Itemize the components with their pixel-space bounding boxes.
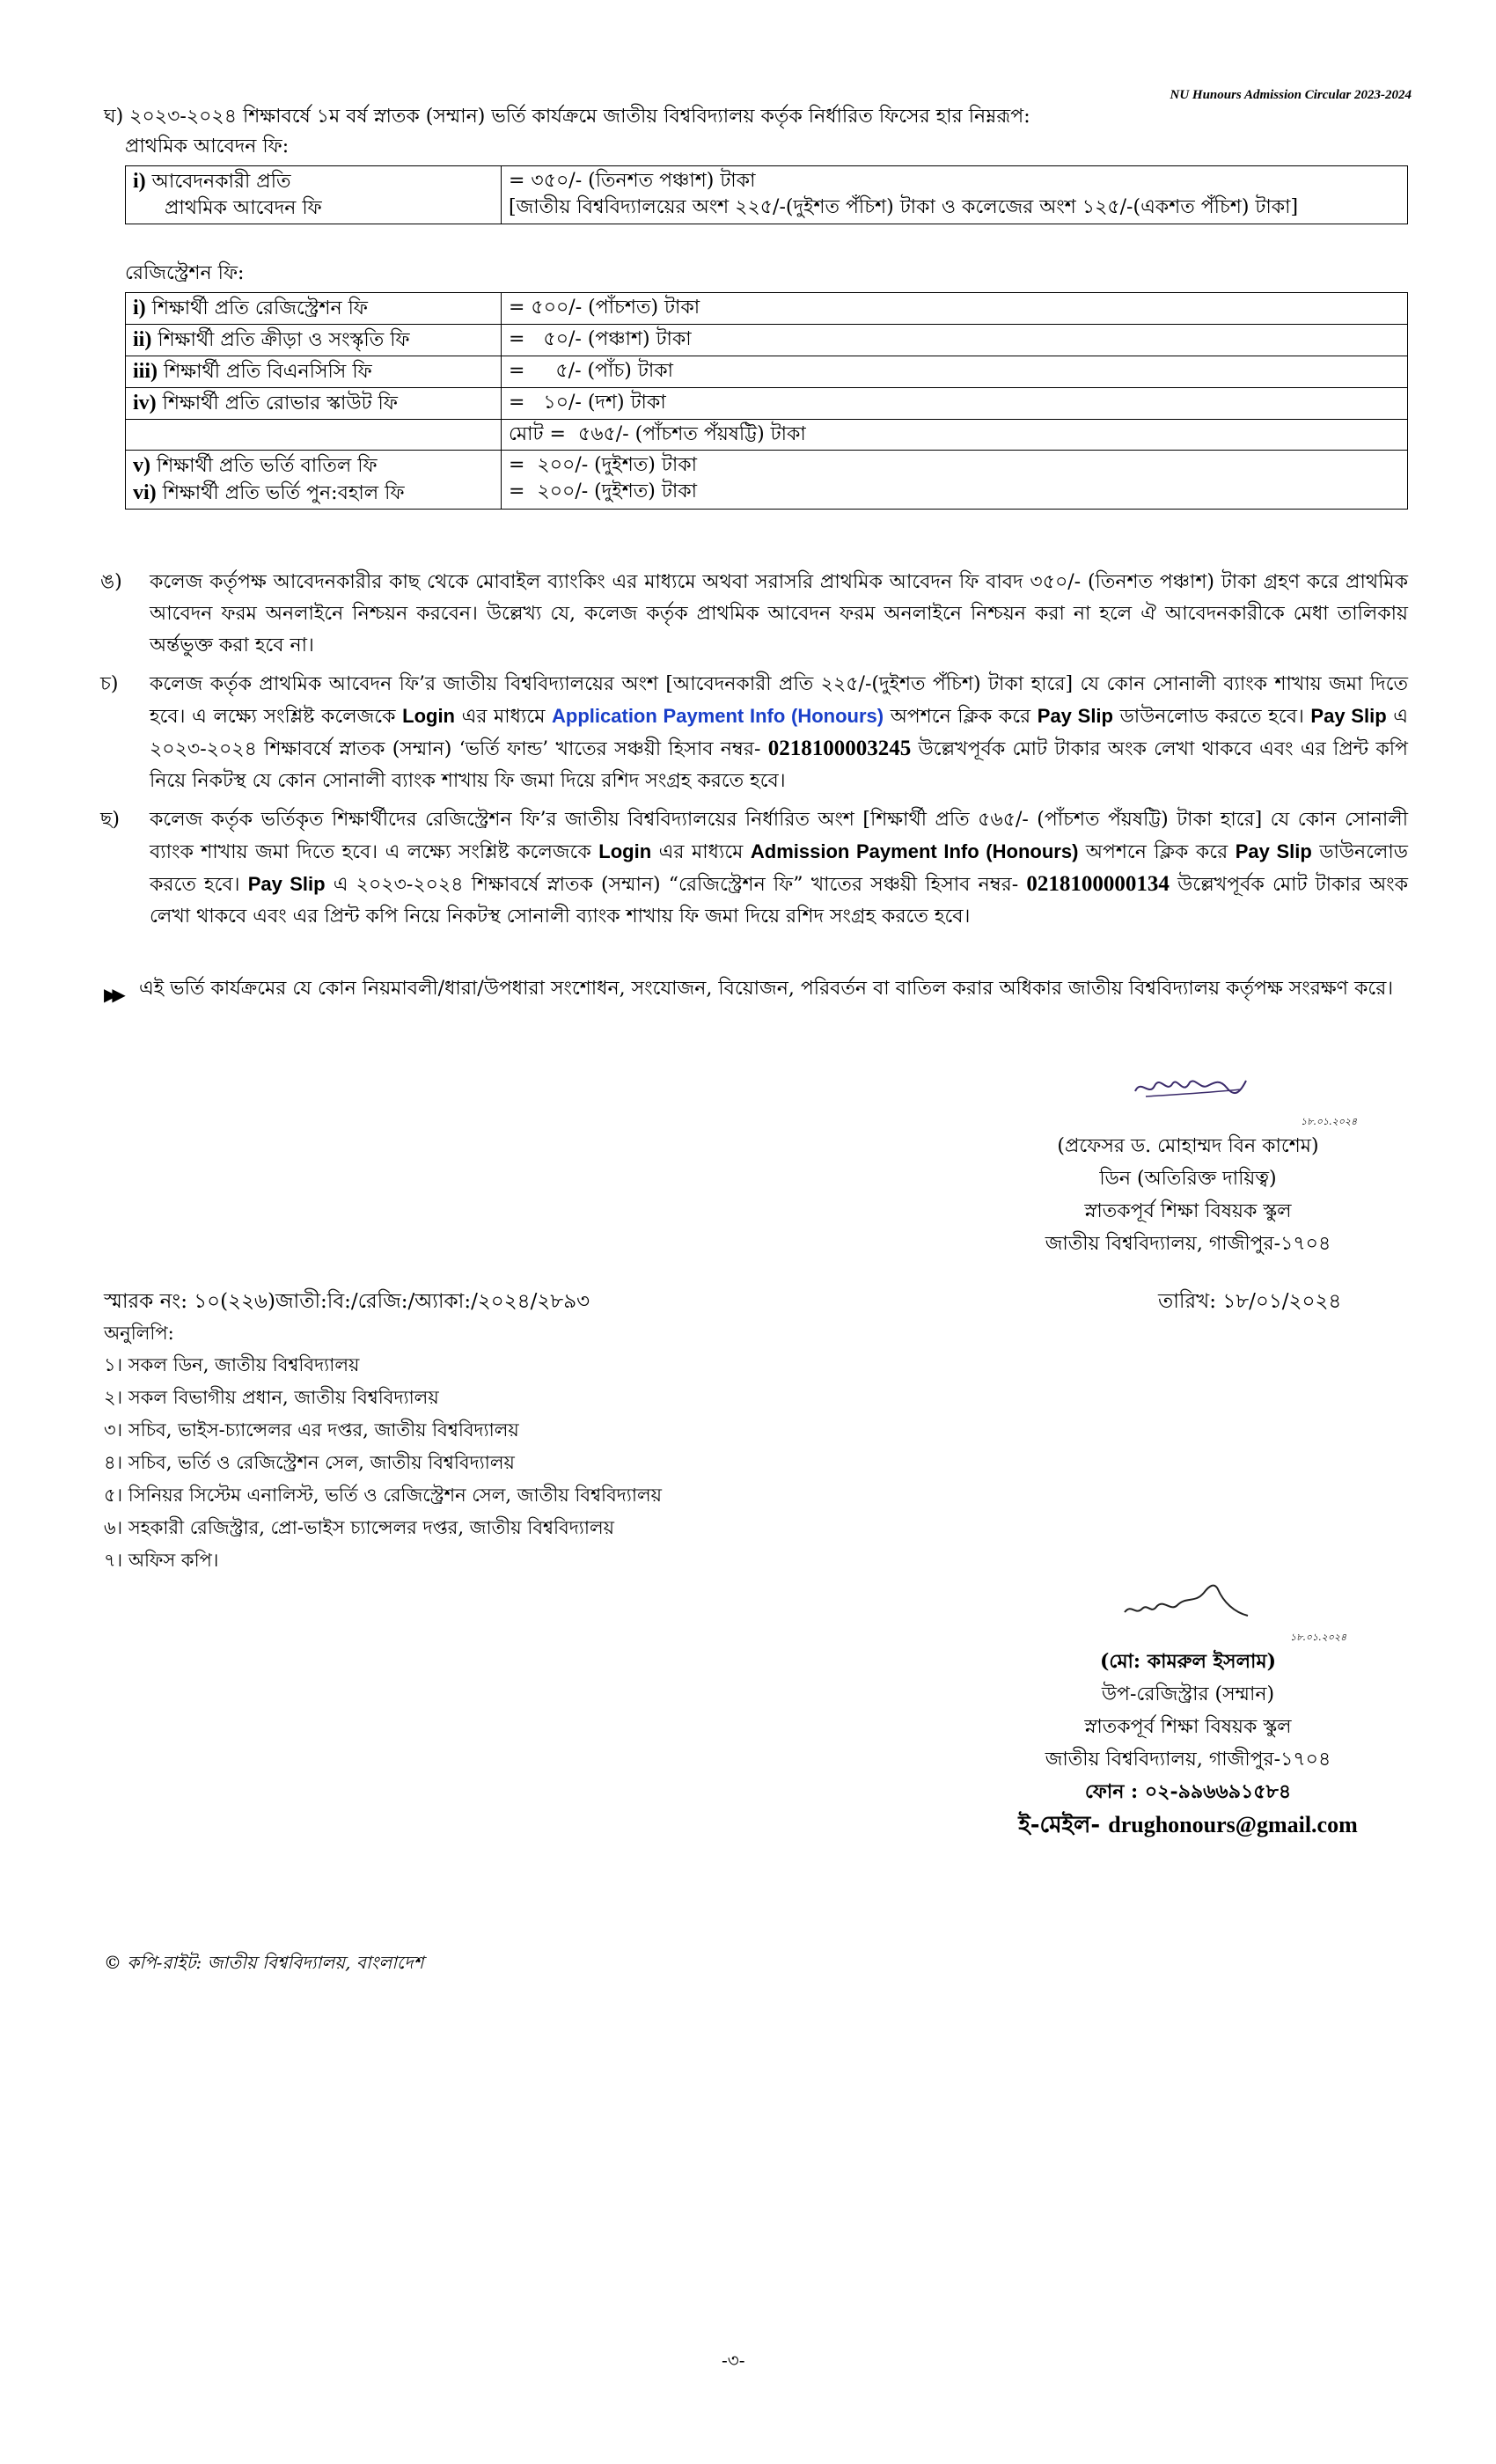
signatory-registrar-email-line: ই-মেইল- drughonours@gmail.com <box>1018 1812 1358 1838</box>
primary-fee-desc: i) আবেদনকারী প্রতি প্রাথমিক আবেদন ফি <box>126 166 502 224</box>
signatory-registrar-title: উপ-রেজিস্ট্রার (সম্মান) <box>1101 1683 1275 1705</box>
list-item: ৫। সিনিয়র সিস্টেম এনালিস্ট, ভর্তি ও রেজিস্ট্রেশন সেল, জাতীয় বিশ্ববিদ্যালয় <box>104 1485 662 1506</box>
paragraph-rights-reserved: এই ভর্তি কার্যক্রমের যে কোন নিয়মাবলী/ধারা/উপধারা সংশোধন, সংযোজন, বিয়োজন, পরিবর্তন বা বাতিল করার অধিকার জাতীয় বিশ্ববিদ্যালয় কর্তৃপক্ষ সংরক্ষণ করে। <box>139 978 1394 1000</box>
signatory-dean-block <box>1003 1130 1373 1260</box>
admission-payment-link[interactable]: Admission Payment Info (Honours) <box>750 840 1079 862</box>
copyright-notice: © কপি-রাইট: জাতীয় বিশ্ববিদ্যালয়, বাংলাদেশ <box>104 1952 424 1973</box>
signatory-dean-org: জাতীয় বিশ্ববিদ্যালয়, গাজীপুর-১৭০৪ <box>1045 1233 1331 1255</box>
signatory-registrar-name: (মো: কামরুল ইসলাম) <box>1099 1650 1276 1673</box>
signatory-registrar-org: জাতীয় বিশ্ববিদ্যালয়, গাজীপুর-১৭০৪ <box>1045 1749 1331 1771</box>
signature-dean-date: ১৮.০১.২০২৪ <box>1301 1116 1358 1127</box>
table-row: iii) শিক্ষার্থী প্রতি বিএনসিসি ফি = ৫/- (পাঁচ) টাকা <box>126 356 1408 388</box>
copies-heading: অনুলিপি: <box>104 1323 174 1344</box>
table-row <box>126 420 1408 451</box>
list-item: ২। সকল বিভাগীয় প্রধান, জাতীয় বিশ্ববিদ্যালয় <box>104 1387 439 1408</box>
admission-fund-account: 0218100003245 <box>767 737 912 760</box>
paragraph-registration-payment: ছ) কলেজ কর্তৃক ভর্তিকৃত শিক্ষার্থীদের রেজিস্ট্রেশন ফি’র জাতীয় বিশ্ববিদ্যালয়ের নির্ধারিত অংশ [শিক্ষার্থী প্রতি ৫৬৫/- (পাঁচশত পঁয়ষট্টি) টাকা হারে] যে কোন সোনালী ব্যাংক শাখায় জমা দিতে হবে। এ লক্ষ্যে সংশ্লিষ্ট কলেজকে Login এর মাধ্যমে Admission Payment Info (Honours) অপশনে ক্লিক করে Pay Slip ডাউনলোড করতে হবে। Pay Slip এ ২০২৩-২০২৪ শিক্ষাবর্ষে স্নাতক (সম্মান) “রেজিস্ট্রেশন ফি” খাতের সঞ্চয়ী হিসাব নম্বর- 0218100000134 উল্লেখপূর্বক মোট টাকার অংক লেখা থাকবে এবং এর প্রিন্ট কপি নিয়ে নিকটস্থ সোনালী ব্যাংক শাখায় ফি জমা দিয়ে রশিদ সংগ্রহ করতে হবে। <box>100 809 1409 928</box>
memo-number: স্মারক নং: ১০(২২৬)জাতী:বি:/রেজি:/অ্যাকা:/২০২৪/২৮৯৩ <box>104 1290 590 1313</box>
signatory-registrar-phone: ফোন : ০২-৯৯৬৬৯১৫৮৪ <box>1084 1780 1292 1803</box>
registration-fee-account: 0218100000134 <box>1026 872 1170 896</box>
application-payment-link[interactable]: Application Payment Info (Honours) <box>552 705 884 727</box>
registration-fee-label: রেজিস্ট্রেশন ফি: <box>125 262 245 284</box>
table-row: ii) শিক্ষার্থী প্রতি ক্রীড়া ও সংস্কৃতি ফি = ৫০/- (পঞ্চাশ) টাকা <box>126 325 1408 356</box>
double-arrow-icon: ▶▶ <box>104 984 121 1005</box>
fee-section-intro: ঘ) ২০২৩-২০২৪ শিক্ষাবর্ষে ১ম বর্ষ স্নাতক (সম্মান) ভর্তি কার্যক্রমে জাতীয় বিশ্ববিদ্যালয় কর্তৃক নির্ধারিত ফিসের হার নিম্নরূপ: <box>104 106 1030 128</box>
memo-date: তারিখ: ১৮/০১/২০২৪ <box>1158 1290 1342 1313</box>
list-item: ৩। সচিব, ভাইস-চ্যান্সেলর এর দপ্তর, জাতীয় বিশ্ববিদ্যালয় <box>104 1419 519 1441</box>
signatory-dean-title: ডিন (অতিরিক্ত দায়িত্ব) <box>1099 1168 1277 1190</box>
email-address[interactable]: drughonours@gmail.com <box>1108 1812 1358 1837</box>
page-number: -৩- <box>722 2350 745 2371</box>
signatory-registrar-block <box>994 1646 1382 1842</box>
registration-total: মোট = ৫৬৫/- (পাঁচশত পঁয়ষট্টি) টাকা <box>509 423 806 445</box>
signatory-dean-name: (প্রফেসর ড. মোহাম্মদ বিন কাশেম) <box>1057 1135 1319 1157</box>
signature-registrar-image <box>1119 1577 1251 1630</box>
list-item: ৪। সচিব, ভর্তি ও রেজিস্ট্রেশন সেল, জাতীয় বিশ্ববিদ্যালয় <box>104 1452 515 1473</box>
primary-fee-amount: = ৩৫০/- (তিনশত পঞ্চাশ) টাকা [জাতীয় বিশ্ববিদ্যালয়ের অংশ ২২৫/-(দুইশত পঁচিশ) টাকা ও কলেজের অংশ ১২৫/-(একশত পঁচিশ) টাকা] <box>502 166 1408 224</box>
circular-title: NU Hunours Admission Circular 2023-2024 <box>1170 88 1412 102</box>
list-item: ১। সকল ডিন, জাতীয় বিশ্ববিদ্যালয় <box>104 1354 360 1375</box>
table-row: v) শিক্ষার্থী প্রতি ভর্তি বাতিল ফি vi) শিক্ষার্থী প্রতি ভর্তি পুন:বহাল ফি = ২০০/- (দুইশত) টাকা = ২০০/- (দুইশত) টাকা <box>126 451 1408 510</box>
paragraph-application-payment: চ) কলেজ কর্তৃক প্রাথমিক আবেদন ফি’র জাতীয় বিশ্ববিদ্যালয়ের অংশ [আবেদনকারী প্রতি ২২৫/-(দুইশত পঁচিশ) টাকা হারে] যে কোন সোনালী ব্যাংক শাখায় জমা দিতে হবে। এ লক্ষ্যে সংশ্লিষ্ট কলেজকে Login এর মাধ্যমে Application Payment Info (Honours) অপশনে ক্লিক করে Pay Slip ডাউনলোড করতে হবে। Pay Slip এ ২০২৩-২০২৪ শিক্ষাবর্ষে স্নাতক (সম্মান) ‘ভর্তি ফান্ড’ খাতের সঞ্চয়ী হিসাব নম্বর- 0218100003245 উল্লেখপূর্বক মোট টাকার অংক লেখা থাকবে এবং এর প্রিন্ট কপি নিয়ে নিকটস্থ যে কোন সোনালী ব্যাংক শাখায় ফি জমা দিয়ে রশিদ সংগ্রহ করতে হবে। <box>100 673 1408 792</box>
primary-fee-label: প্রাথমিক আবেদন ফি: <box>125 136 290 158</box>
signature-dean-image <box>1128 1070 1251 1105</box>
primary-fee-table <box>125 165 1408 224</box>
list-item: ৭। অফিস কপি। <box>104 1550 219 1571</box>
signature-registrar-date: ১৮.০১.২০২৪ <box>1290 1632 1347 1643</box>
table-row <box>126 166 1408 224</box>
registration-fee-body <box>126 293 1408 510</box>
table-row: i) শিক্ষার্থী প্রতি রেজিস্ট্রেশন ফি = ৫০০/- (পাঁচশত) টাকা <box>126 293 1408 325</box>
list-item: ৬। সহকারী রেজিস্ট্রার, প্রো-ভাইস চ্যান্সেলর দপ্তর, জাতীয় বিশ্ববিদ্যালয় <box>104 1517 614 1538</box>
signatory-registrar-dept: স্নাতকপূর্ব শিক্ষা বিষয়ক স্কুল <box>1084 1716 1292 1738</box>
table-row: iv) শিক্ষার্থী প্রতি রোভার স্কাউট ফি = ১০/- (দশ) টাকা <box>126 388 1408 420</box>
signatory-dean-dept: স্নাতকপূর্ব শিক্ষা বিষয়ক স্কুল <box>1084 1200 1292 1222</box>
paragraph-college-verification: ঙ) কলেজ কর্তৃপক্ষ আবেদনকারীর কাছ থেকে মোবাইল ব্যাংকিং এর মাধ্যমে অথবা সরাসরি প্রাথমিক আবেদন ফি বাবদ ৩৫০/- (তিনশত পঞ্চাশ) টাকা গ্রহণ করে প্রাথমিক আবেদন ফরম অনলাইনে নিশ্চয়ন করবেন। উল্লেখ্য যে, কলেজ কর্তৃক প্রাথমিক আবেদন ফরম অনলাইনে নিশ্চয়ন করা না হলে ঐ আবেদনকারীকে মেধা তালিকায় অর্ন্তভুক্ত করা হবে না। <box>100 571 1408 656</box>
registration-fee-table <box>125 292 1408 510</box>
